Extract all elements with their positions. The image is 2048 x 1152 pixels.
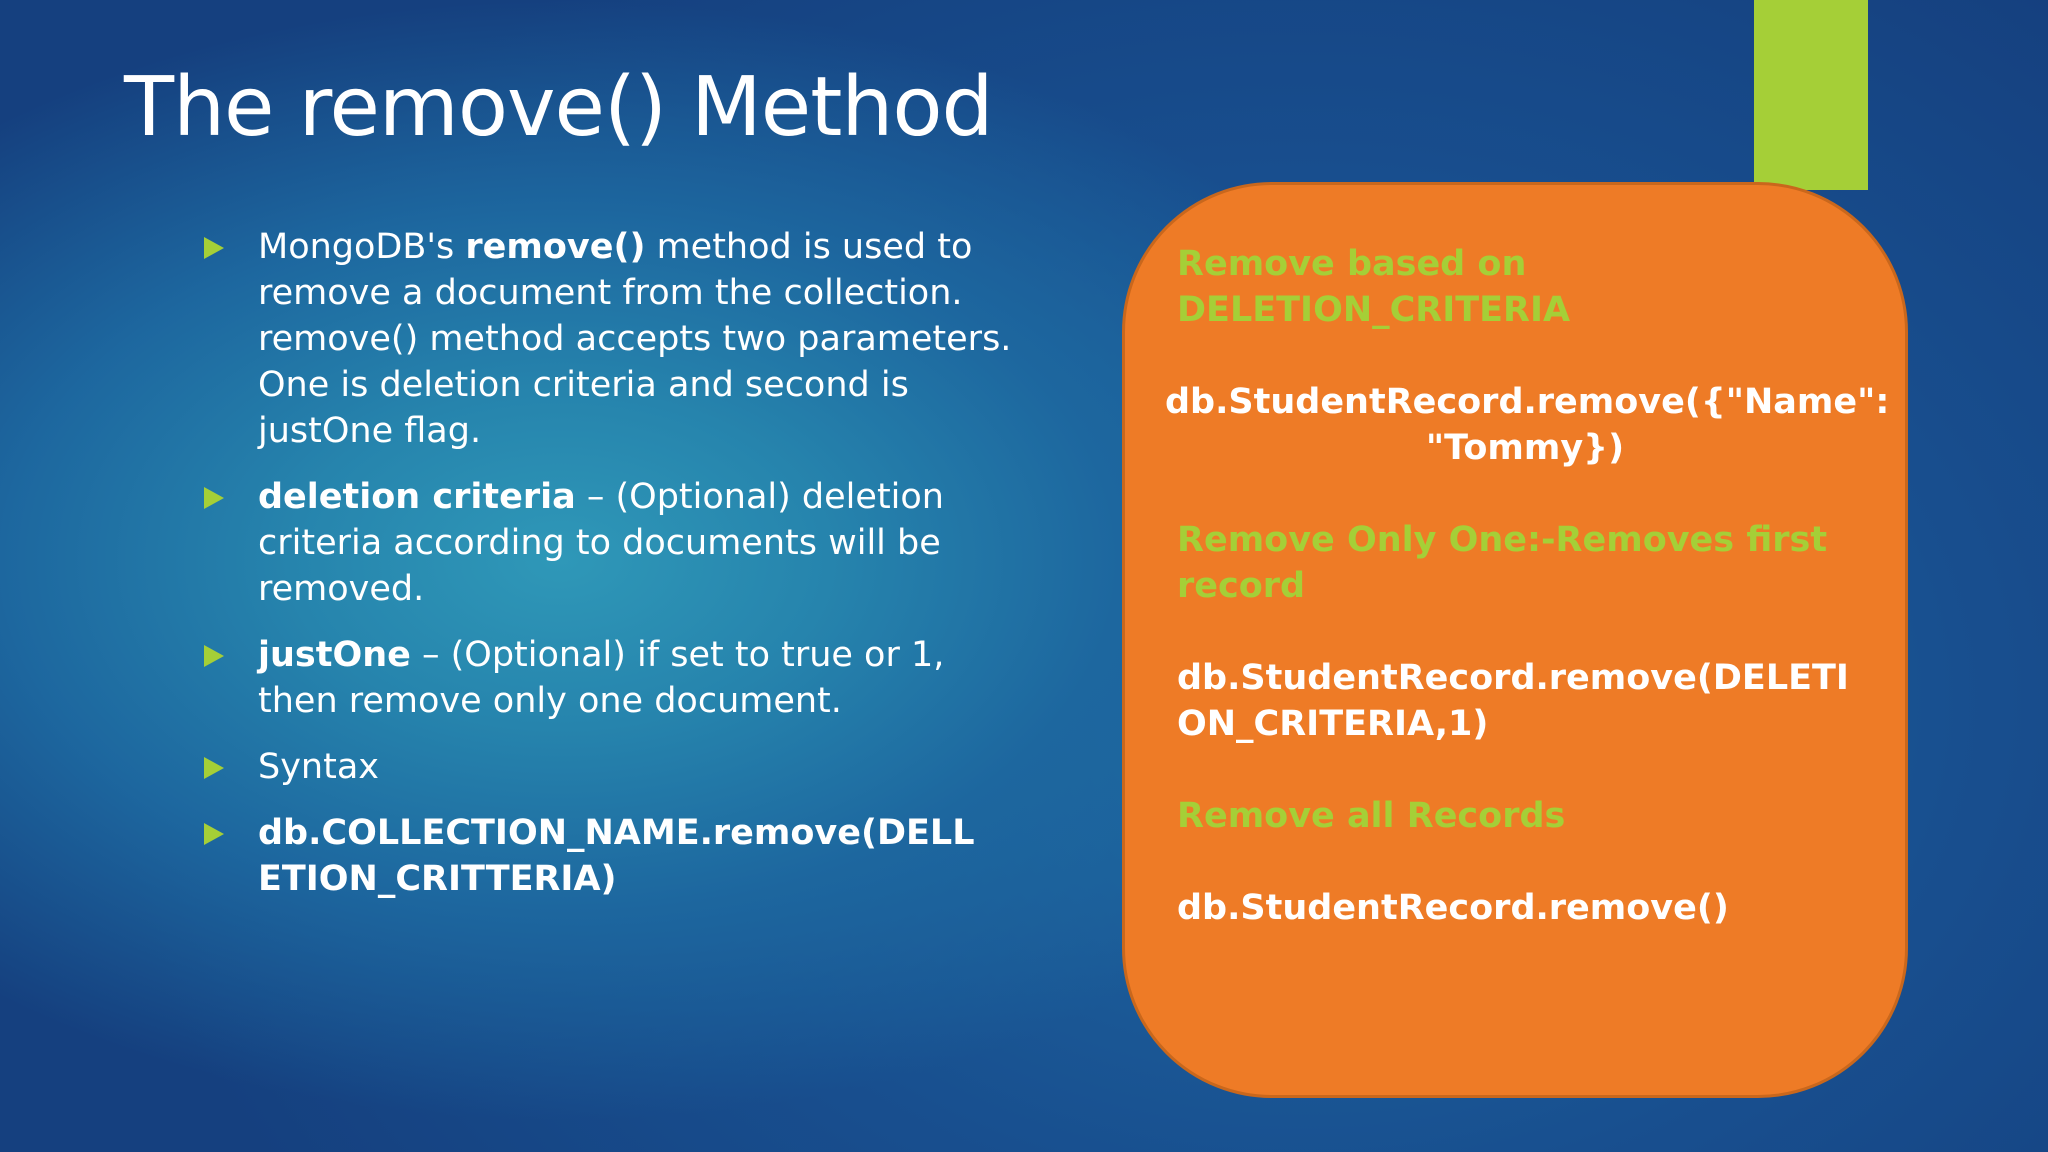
example-heading-criteria: Remove based on DELETION_CRITERIA [1177, 244, 1571, 330]
bullet-bold-term: deletion criteria [258, 477, 576, 517]
triangle-arrow-icon [204, 487, 224, 509]
bullet-syntax [200, 744, 1020, 790]
bullet-text: method is used to remove a document from the collection. remove() method accepts two parameters. One is deletion criteria and second is justOne flag. [258, 227, 1012, 451]
bullet-remove-intro [200, 224, 1020, 454]
example-code-all: db.StudentRecord.remove() [1177, 888, 1729, 928]
triangle-arrow-icon [204, 757, 224, 779]
bullet-list [200, 224, 1020, 922]
example-heading-only-one: Remove Only One:-Removes first record [1177, 520, 1828, 606]
bullet-bold-term: justOne [258, 635, 411, 675]
bullet-bold-term: remove() [465, 227, 646, 267]
accent-bar [1754, 0, 1868, 190]
bullet-prefix: MongoDB's [258, 227, 466, 267]
triangle-arrow-icon [204, 237, 224, 259]
bullet-syntax-code [200, 810, 998, 902]
triangle-arrow-icon [204, 823, 224, 845]
bullet-text: Syntax [258, 747, 379, 787]
triangle-arrow-icon [204, 645, 224, 667]
bullet-text: – (Optional) if set to true or 1, then remove only one document. [258, 635, 945, 721]
bullet-justone [200, 632, 1020, 724]
example-heading-all: Remove all Records [1177, 796, 1566, 836]
syntax-code: db.COLLECTION_NAME.remove(DELLETION_CRITTERIA) [258, 813, 975, 899]
bullet-deletion-criteria [200, 474, 1020, 612]
example-code-criteria: db.StudentRecord.remove({"Name": "Tommy}) [1165, 382, 1890, 468]
bullet-text: – (Optional) deletion criteria according to documents will be removed. [258, 477, 944, 609]
example-code-only-one: db.StudentRecord.remove(DELETION_CRITERIA,1) [1177, 658, 1849, 744]
slide-title: The remove() Method [124, 60, 993, 155]
examples-box [1122, 182, 1908, 1098]
